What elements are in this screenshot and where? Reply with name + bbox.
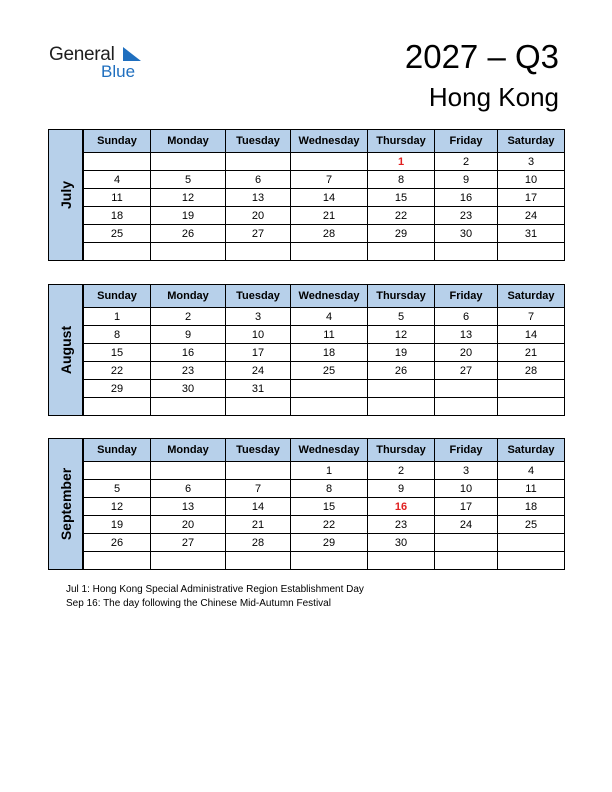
day-cell: 11	[291, 326, 368, 344]
day-cell: 6	[151, 480, 226, 498]
day-cell: 5	[368, 308, 435, 326]
weekday-header: Thursday	[368, 285, 435, 308]
weekday-header: Friday	[435, 439, 498, 462]
day-cell: 20	[435, 344, 498, 362]
day-cell: 28	[291, 225, 368, 243]
week-row	[84, 207, 565, 225]
day-cell: 4	[498, 462, 565, 480]
weekday-header: Friday	[435, 130, 498, 153]
weekday-header: Thursday	[368, 130, 435, 153]
brand-name-blue: Blue	[101, 62, 136, 81]
day-cell	[435, 380, 498, 398]
day-cell: 22	[291, 516, 368, 534]
day-cell: 30	[368, 534, 435, 552]
day-cell: 19	[84, 516, 151, 534]
day-cell	[151, 398, 226, 416]
day-cell: 28	[498, 362, 565, 380]
day-cell: 3	[226, 308, 291, 326]
weekday-header: Saturday	[498, 130, 565, 153]
day-cell: 17	[498, 189, 565, 207]
week-row	[84, 344, 565, 362]
week-row	[84, 516, 565, 534]
weekday-header: Sunday	[84, 439, 151, 462]
holiday-notes	[66, 583, 364, 611]
day-cell: 4	[291, 308, 368, 326]
weekday-header: Thursday	[368, 439, 435, 462]
day-cell: 2	[151, 308, 226, 326]
day-cell: 23	[368, 516, 435, 534]
day-cell: 24	[435, 516, 498, 534]
day-cell	[84, 462, 151, 480]
month-table	[83, 438, 565, 570]
week-row	[84, 171, 565, 189]
day-cell: 1	[291, 462, 368, 480]
month-name: July	[57, 180, 74, 210]
month-label	[48, 438, 83, 570]
day-cell: 22	[84, 362, 151, 380]
day-cell	[368, 380, 435, 398]
weekday-header: Wednesday	[291, 130, 368, 153]
day-cell: 9	[368, 480, 435, 498]
day-cell: 14	[498, 326, 565, 344]
day-cell: 25	[498, 516, 565, 534]
day-cell: 31	[498, 225, 565, 243]
week-row	[84, 398, 565, 416]
day-cell: 17	[435, 498, 498, 516]
week-row	[84, 225, 565, 243]
weekday-header: Saturday	[498, 439, 565, 462]
day-cell: 16	[435, 189, 498, 207]
week-row	[84, 480, 565, 498]
month-table	[83, 284, 565, 416]
day-cell: 21	[291, 207, 368, 225]
holiday-note: Jul 1: Hong Kong Special Administrative Region Establishment Day	[66, 584, 364, 595]
month-name: August	[57, 325, 74, 375]
weekday-header-row	[84, 439, 565, 462]
day-cell: 23	[151, 362, 226, 380]
weekday-header-row	[84, 285, 565, 308]
day-cell: 14	[291, 189, 368, 207]
day-cell: 5	[151, 171, 226, 189]
weekday-header: Monday	[151, 285, 226, 308]
day-cell: 11	[84, 189, 151, 207]
day-cell: 19	[151, 207, 226, 225]
day-cell: 21	[226, 516, 291, 534]
day-cell: 15	[291, 498, 368, 516]
week-row	[84, 189, 565, 207]
day-cell: 29	[84, 380, 151, 398]
day-cell: 29	[291, 534, 368, 552]
weekday-header: Wednesday	[291, 285, 368, 308]
day-cell	[435, 534, 498, 552]
day-cell: 26	[84, 534, 151, 552]
day-cell	[291, 243, 368, 261]
day-cell	[498, 552, 565, 570]
day-cell: 28	[226, 534, 291, 552]
day-cell: 30	[151, 380, 226, 398]
day-cell: 26	[151, 225, 226, 243]
week-row	[84, 326, 565, 344]
day-cell: 3	[498, 153, 565, 171]
day-cell: 14	[226, 498, 291, 516]
day-cell	[498, 380, 565, 398]
week-row	[84, 308, 565, 326]
weekday-header: Monday	[151, 439, 226, 462]
day-cell	[291, 153, 368, 171]
day-cell: 20	[226, 207, 291, 225]
day-cell	[84, 398, 151, 416]
day-cell: 31	[226, 380, 291, 398]
day-cell	[226, 552, 291, 570]
day-cell: 20	[151, 516, 226, 534]
day-cell	[226, 153, 291, 171]
day-cell: 2	[368, 462, 435, 480]
day-cell: 16	[368, 498, 435, 516]
day-cell: 26	[368, 362, 435, 380]
day-cell: 21	[498, 344, 565, 362]
day-cell	[291, 398, 368, 416]
month-label	[48, 284, 83, 416]
day-cell	[151, 462, 226, 480]
holiday-note: Sep 16: The day following the Chinese Mid-Autumn Festival	[66, 598, 331, 609]
day-cell: 2	[435, 153, 498, 171]
day-cell: 7	[498, 308, 565, 326]
day-cell	[226, 398, 291, 416]
day-cell: 16	[151, 344, 226, 362]
day-cell: 5	[84, 480, 151, 498]
weekday-header: Sunday	[84, 285, 151, 308]
month-table	[83, 129, 565, 261]
day-cell	[368, 552, 435, 570]
day-cell	[151, 552, 226, 570]
day-cell	[151, 243, 226, 261]
day-cell	[435, 243, 498, 261]
day-cell	[226, 462, 291, 480]
week-row	[84, 552, 565, 570]
day-cell: 25	[84, 225, 151, 243]
day-cell: 24	[498, 207, 565, 225]
day-cell	[291, 380, 368, 398]
day-cell: 25	[291, 362, 368, 380]
day-cell: 27	[226, 225, 291, 243]
week-row	[84, 362, 565, 380]
day-cell: 24	[226, 362, 291, 380]
week-row	[84, 462, 565, 480]
week-row	[84, 153, 565, 171]
day-cell: 29	[368, 225, 435, 243]
day-cell: 7	[291, 171, 368, 189]
page-title: 2027 – Q3	[404, 38, 559, 75]
day-cell	[435, 398, 498, 416]
month-name: September	[57, 467, 74, 541]
day-cell: 18	[84, 207, 151, 225]
day-cell: 12	[368, 326, 435, 344]
day-cell: 8	[84, 326, 151, 344]
month-label	[48, 129, 83, 261]
day-cell: 27	[151, 534, 226, 552]
day-cell	[435, 552, 498, 570]
day-cell: 12	[84, 498, 151, 516]
day-cell: 22	[368, 207, 435, 225]
day-cell	[368, 243, 435, 261]
day-cell	[84, 153, 151, 171]
day-cell	[498, 243, 565, 261]
day-cell	[84, 243, 151, 261]
weekday-header: Saturday	[498, 285, 565, 308]
weekday-header: Tuesday	[226, 130, 291, 153]
day-cell: 12	[151, 189, 226, 207]
day-cell	[498, 398, 565, 416]
weekday-header: Tuesday	[226, 439, 291, 462]
day-cell: 27	[435, 362, 498, 380]
day-cell: 11	[498, 480, 565, 498]
day-cell: 18	[498, 498, 565, 516]
day-cell: 17	[226, 344, 291, 362]
day-cell: 10	[226, 326, 291, 344]
weekday-header-row	[84, 130, 565, 153]
day-cell: 7	[226, 480, 291, 498]
day-cell: 18	[291, 344, 368, 362]
day-cell: 6	[226, 171, 291, 189]
day-cell: 13	[226, 189, 291, 207]
brand-logo	[49, 44, 149, 84]
day-cell: 1	[368, 153, 435, 171]
day-cell	[151, 153, 226, 171]
weekday-header: Monday	[151, 130, 226, 153]
day-cell: 13	[151, 498, 226, 516]
day-cell: 8	[368, 171, 435, 189]
weekday-header: Sunday	[84, 130, 151, 153]
weekday-header: Friday	[435, 285, 498, 308]
weekday-header: Wednesday	[291, 439, 368, 462]
day-cell	[368, 398, 435, 416]
day-cell: 4	[84, 171, 151, 189]
day-cell: 6	[435, 308, 498, 326]
day-cell	[84, 552, 151, 570]
week-row	[84, 498, 565, 516]
brand-name-general: General	[49, 44, 115, 65]
logo-flag-icon	[121, 47, 143, 63]
day-cell: 15	[368, 189, 435, 207]
week-row	[84, 380, 565, 398]
day-cell	[498, 534, 565, 552]
day-cell: 9	[151, 326, 226, 344]
day-cell: 3	[435, 462, 498, 480]
weekday-header: Tuesday	[226, 285, 291, 308]
day-cell	[226, 243, 291, 261]
day-cell: 10	[498, 171, 565, 189]
day-cell: 23	[435, 207, 498, 225]
region-title: Hong Kong	[428, 82, 559, 112]
day-cell: 15	[84, 344, 151, 362]
week-row	[84, 243, 565, 261]
day-cell: 1	[84, 308, 151, 326]
day-cell: 19	[368, 344, 435, 362]
week-row	[84, 534, 565, 552]
day-cell	[291, 552, 368, 570]
day-cell: 13	[435, 326, 498, 344]
day-cell: 9	[435, 171, 498, 189]
day-cell: 10	[435, 480, 498, 498]
day-cell: 30	[435, 225, 498, 243]
day-cell: 8	[291, 480, 368, 498]
